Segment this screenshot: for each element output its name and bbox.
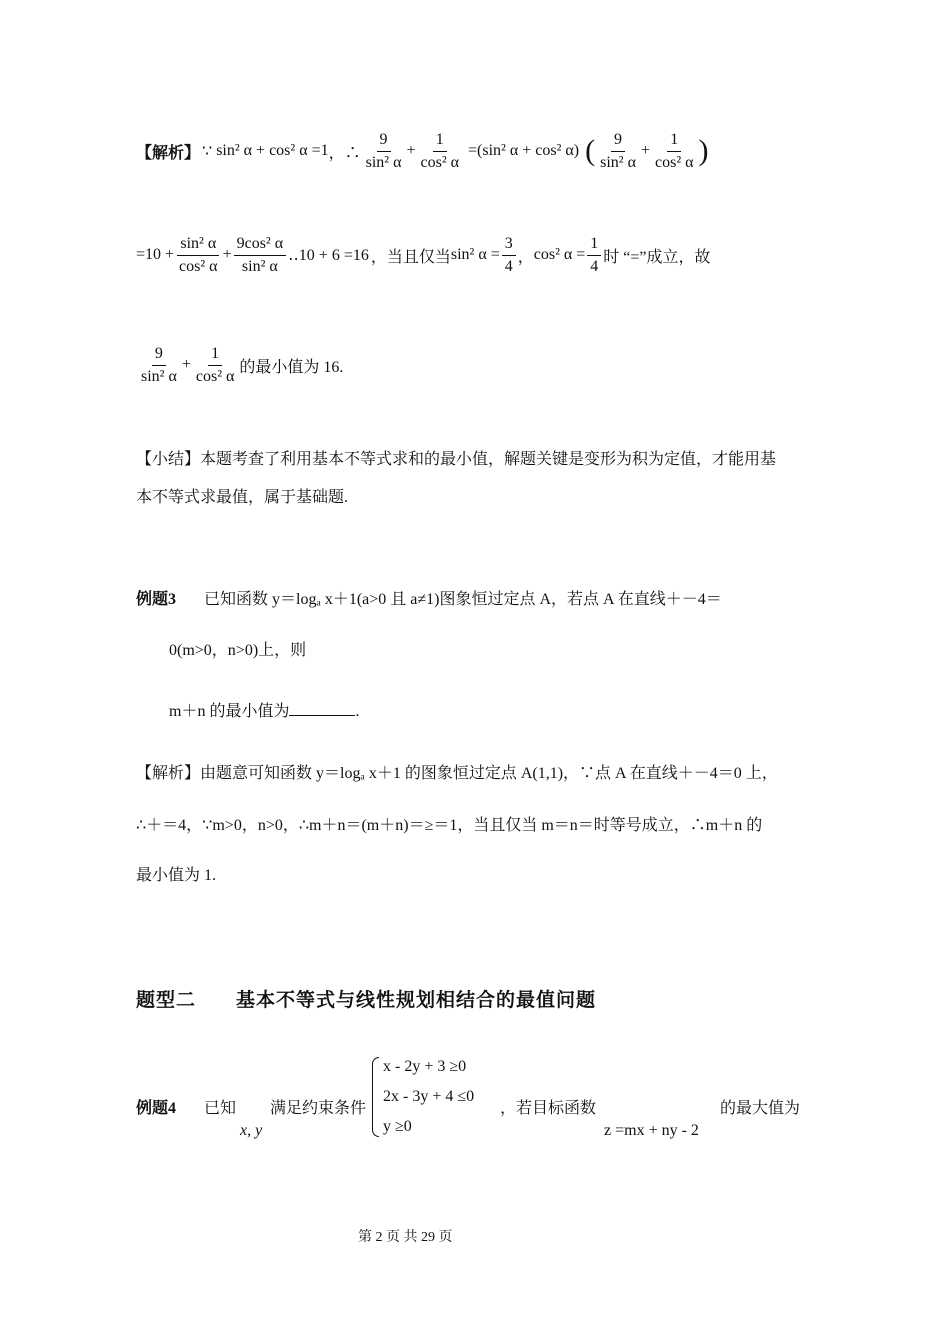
solution-3-line-2: ∴＋＝4，∵m>0，n>0，∴m＋n＝(m＋n)＝≥＝1，当且仅当 m＝n＝时等号成立，∴m＋n 的 <box>136 817 763 834</box>
answer-blank <box>289 701 355 716</box>
plus-sign: + <box>222 246 232 263</box>
comma: ， <box>517 248 534 266</box>
solution-line-1 <box>136 124 709 178</box>
solution-line-2 <box>136 228 711 282</box>
example-4-vars: x, y <box>240 1122 263 1139</box>
solution-tag: 【解析】 <box>136 144 201 162</box>
fraction-9cos2-over-sin2: $\frac{\text{9cos² α}}{\text{sin² α}}$ <box>234 233 287 278</box>
example-4-pre: 已知 <box>204 1100 237 1117</box>
fraction-1-over-cos2-inner: $\frac{1}{\text{cos² α}}$ <box>654 130 694 171</box>
fraction-9-over-sin2: $\frac{9}{\text{sin² α}}$ <box>141 344 177 385</box>
plus-sign: + <box>181 356 191 373</box>
constraint-system <box>372 1052 474 1142</box>
fraction-1-over-4: $\frac{1}{4}$ <box>587 233 601 278</box>
fraction-9-over-sin2-inner: $\frac{9}{\text{sin² α}}$ <box>600 130 636 171</box>
fraction-3-over-4: $\frac{3}{4}$ <box>502 233 516 278</box>
example-3-period: . <box>355 703 360 720</box>
solution-3-line-3: 最小值为 1. <box>136 867 217 884</box>
section-heading: 题型二 基本不等式与线性规划相结合的最值问题 <box>136 989 597 1011</box>
close-paren: ) <box>698 134 709 167</box>
condition-end-text: 时 “=”成立，故 <box>603 248 711 266</box>
therefore-symbol: ，∴ <box>328 144 361 162</box>
constraint-1: x - 2y + 3 ≥0 <box>383 1058 467 1075</box>
fraction-1-over-cos2: $\frac{1}{\text{cos² α}}$ <box>195 344 235 385</box>
example-4-mid: 满足约束条件 <box>270 1100 367 1117</box>
plus-sign-inner: + <box>640 142 650 159</box>
summary-line-2: 本不等式求最值，属于基础题. <box>136 489 349 506</box>
condition-text: ，当且仅当 <box>370 248 451 266</box>
example-3-line-2: 0(m>0，n>0)上，则 <box>169 642 307 659</box>
fraction-sin2-over-cos2: $\frac{\text{sin² α}}{\text{cos² α}}$ <box>179 234 218 275</box>
objective-function: z =mx + ny - 2 <box>604 1122 699 1139</box>
summary-line-1: 【小结】本题考查了利用基本不等式求和的最小值，解题关键是变形为积为定值，才能用基 <box>136 451 777 468</box>
condition-1-lhs: sin² α = <box>450 246 500 263</box>
fraction-1-over-cos2: $\frac{1}{\text{cos² α}}$ <box>420 130 460 171</box>
example-4-label: 例题4 <box>136 1100 177 1117</box>
example-4-after: ，若目标函数 <box>500 1100 597 1117</box>
fraction-9-over-sin2: $\frac{9}{\text{sin² α}}$ <box>365 130 402 171</box>
solution-3-line-1: 【解析】由题意可知函数 y＝logₐ x＋1 的图象恒过定点 A(1,1)，∵点 A 在直线＋－4＝0 上， <box>136 765 778 782</box>
page-footer: 第 2 页 共 29 页 <box>358 1230 453 1245</box>
left-brace <box>372 1057 379 1137</box>
inequality-result: ‥10 + 6 =16 <box>288 247 369 264</box>
example-3-question: m＋n 的最小值为 <box>169 703 290 720</box>
open-paren: ( <box>585 134 596 167</box>
constraint-3: y ≥0 <box>383 1118 412 1135</box>
constraint-2: 2x - 3y + 4 ≤0 <box>383 1088 475 1105</box>
plus-sign: + <box>406 142 416 159</box>
lead-expression: =10 + <box>136 246 175 263</box>
because-symbol: ∵ <box>202 143 213 160</box>
example-3-line-1: 已知函数 y＝logₐ x＋1(a>0 且 a≠1)图象恒过定点 A，若点 A 在直线＋－4＝ <box>204 591 722 608</box>
example-4-end: 的最大值为 <box>720 1100 801 1117</box>
condition-2-lhs: cos² α = <box>533 246 586 263</box>
min-value-text: 的最小值为 16. <box>239 358 344 376</box>
example-3-label: 例题3 <box>136 591 177 608</box>
example-3-line-3 <box>169 698 359 721</box>
product-expression: =(sin² α + cos² α) <box>468 142 580 159</box>
solution-line-3 <box>136 338 343 392</box>
identity-expression: sin² α + cos² α =1 <box>216 142 329 159</box>
